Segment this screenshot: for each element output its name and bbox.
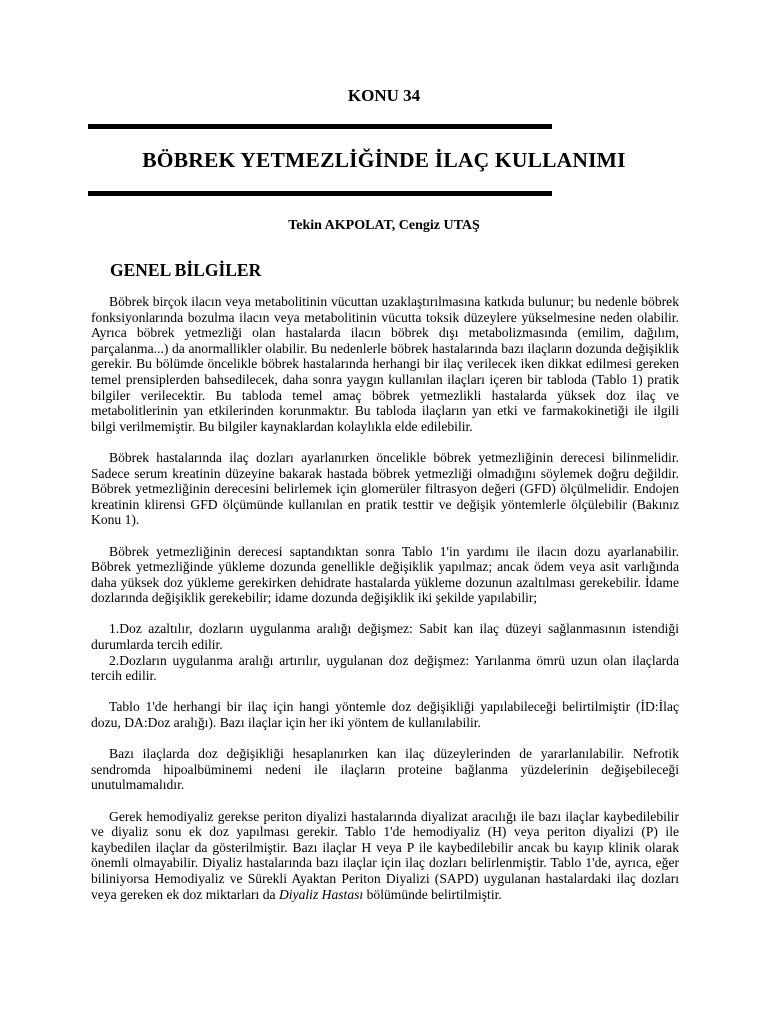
paragraph: Bazı ilaçlarda doz değişikliği hesaplanırken kan ilaç düzeylerinden de yararlanılabilir. Nefrotik sendromda hipoalbüminemi nedeni ile ilaçların proteine bağlanma yüzdelerinin değişebileceği unutulmamalıdır. xyxy=(91,746,679,793)
paragraph xyxy=(91,809,679,903)
bottom-rule xyxy=(88,191,552,196)
chapter-title: BÖBREK YETMEZLİĞİNDE İLAÇ KULLANIMI xyxy=(142,148,626,172)
paragraph: Böbrek birçok ilacın veya metabolitinin vücuttan uzaklaştırılmasına katkıda bulunur; bu nedenle böbrek fonksiyonlarında bozulma ilacın veya metabolitinin vücutta toksik düzeylere yükselmesine neden olabilir. Ayrıca böbrek yetmezliği olan hastalarda ilacın böbrek dışı metabolizmasında (emilim, dağılım, parçalanma...) da anormallikler olabilir. Bu nedenlerle böbrek hastalarında bazı ilaçların dozunda değişiklik gerekir. Bu bölümde öncelikle böbrek hastalarında herhangi bir ilaç verilecek iken dikkat edilmesi gereken temel prensiplerden bahsedilecek, daha sonra yaygın kullanılan ilaçları içeren bir tabloda (Tablo 1) pratik bilgiler verilecektir. Bu tabloda temel amaç böbrek yetmezlikli hastalarda yüksek doz ilaç ve metabolitlerinin yan etkilerinden korunmaktır. Bu tabloda ilaçların yan etki ve farmakokinetiği ile ilgili bilgi verilmemiştir. Bu bilgiler kaynaklardan kolaylıkla elde edilebilir. xyxy=(91,294,679,434)
paragraph: Tablo 1'de herhangi bir ilaç için hangi yöntemle doz değişikliği yapılabileceği belirtilmiştir (İD:İlaç dozu, DA:Doz aralığı). Bazı ilaçlar için her iki yöntem de kullanılabilir. xyxy=(91,699,679,731)
paragraph: Böbrek yetmezliğinin derecesi saptandıktan sonra Tablo 1'in yardımı ile ilacın dozu ayarlanabilir. Böbrek yetmezliğinde yükleme dozunda genellikle değişiklik yapılmaz; ancak ödem veya asit varlığında daha yüksek doz yükleme gerekirken dehidrate hastalarda yükleme dozunun azaltılması gerekebilir. İdame dozlarında değişiklik gerekebilir; idame dozunda değişiklik iki şekilde yapılabilir; xyxy=(91,543,679,606)
paragraph-text: Gerek hemodiyaliz gerekse periton diyalizi hastalarında diyalizat aracılığı ile bazı ilaçlar kaybedilebilir ve diyaliz sonu ek doz yapılması gerekir. Tablo 1'de hemodiyaliz (H) veya periton diyalizi (P) ile kaybedilen ilaçlar da gösterilmiştir. Bazı ilaçlar H veya P ile kaybedilebilir ancak bu kayıp klinik olarak önemli olmayabilir. Diyaliz hastalarında bazı ilaçlar için ilaç dozları belirlenmiştir. Tablo 1'de, ayrıca, eğer biliniyorsa Hemodiyaliz ve Sürekli Ayaktan Periton Diyalizi (SAPD) uygulanan hastalardaki ilaç dozları veya gereken ek doz miktarları da xyxy=(91,808,679,902)
list-item: 2.Dozların uygulanma aralığı artırılır, uygulanan doz değişmez: Yarılanma ömrü uzun olan ilaçlarda tercih edilir. xyxy=(91,652,679,684)
body-text xyxy=(91,294,679,902)
list-item: 1.Doz azaltılır, dozların uygulanma aralığı değişmez: Sabit kan ilaç düzeyi sağlanmasının istendiği durumlarda tercih edilir. xyxy=(91,621,679,653)
top-rule xyxy=(88,124,552,129)
italic-reference: Diyaliz Hastası xyxy=(278,886,364,902)
authors: Tekin AKPOLAT, Cengiz UTAŞ xyxy=(288,218,480,233)
section-heading: GENEL BİLGİLER xyxy=(110,260,262,280)
paragraph: Böbrek hastalarında ilaç dozları ayarlanırken öncelikle böbrek yetmezliğinin derecesi bilinmelidir. Sadece serum kreatinin düzeyine bakarak hastada böbrek yetmezliği olmadığını söylemek doğru değildir. Böbrek yetmezliğinin derecesini belirlemek için glomerüler filtrasyon değeri (GFD) ölçülmelidir. Endojen kreatinin klirensi GFD ölçümünde kullanılan en pratik testtir ve değişik yöntemlerle ölçülebilir (Bakınız Konu 1). xyxy=(91,449,679,528)
chapter-number: KONU 34 xyxy=(347,86,421,105)
paragraph-tail: bölümünde belirtilmiştir. xyxy=(366,886,502,902)
